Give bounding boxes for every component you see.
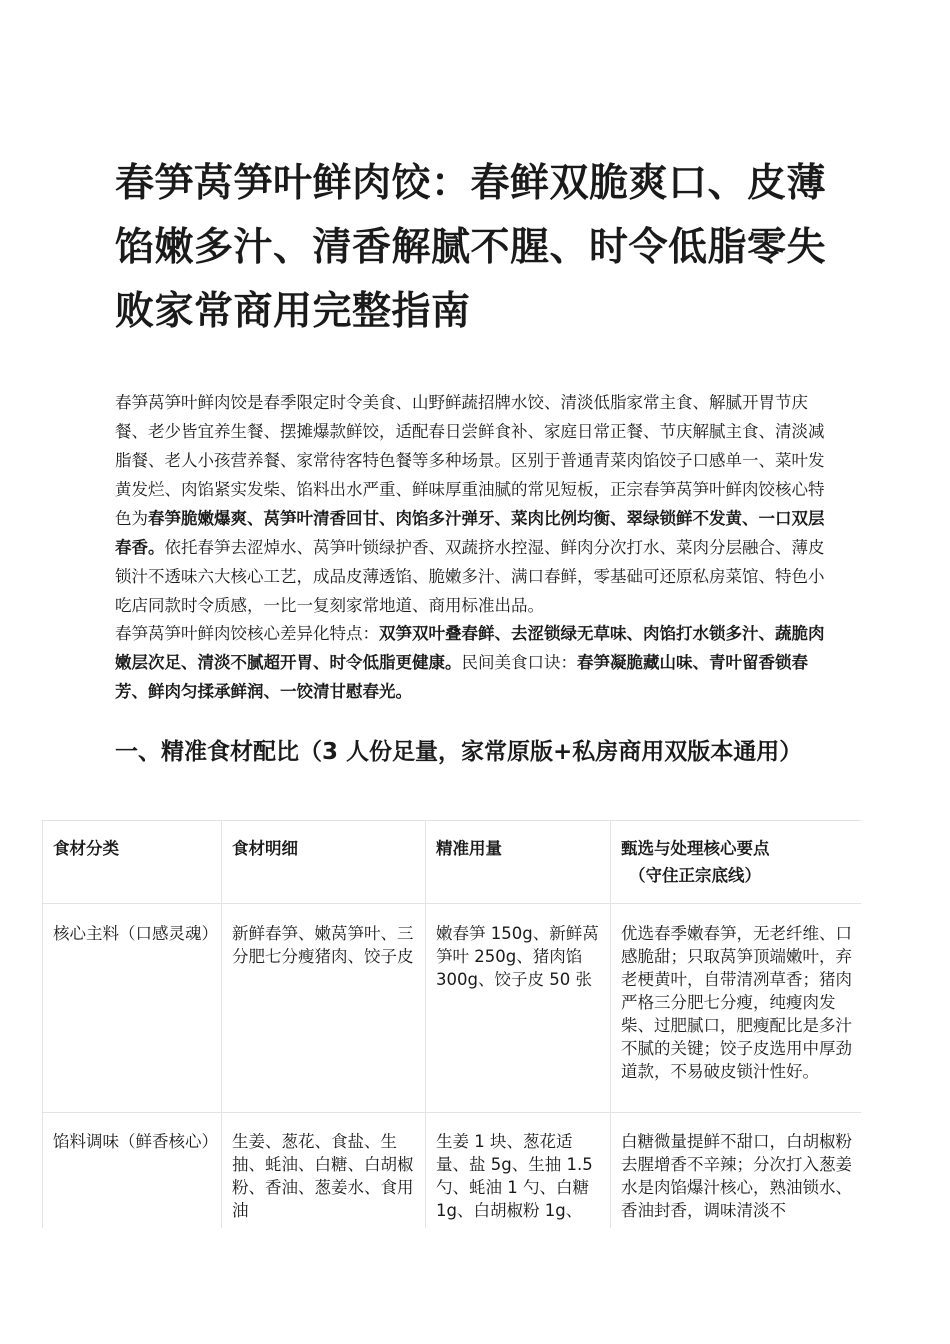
table-row [43, 1113, 862, 1229]
header-amount: 精准用量 [426, 821, 611, 904]
section-heading: 一、精准食材配比（3 人份足量，家常原版+私房商用双版本通用） [115, 739, 803, 765]
header-tips [611, 821, 862, 904]
header-tips-sub: （守住正宗底线） [629, 866, 761, 885]
cell-category: 核心主料（口感灵魂） [43, 904, 222, 1113]
intro-paragraph-1 [115, 388, 837, 620]
header-detail: 食材明细 [222, 821, 426, 904]
cell-tips: 优选春季嫩春笋，无老纤维、口感脆甜；只取莴笋顶端嫩叶，弃老梗黄叶，自带清冽草香；猪肉严格三分肥七分瘦，纯瘦肉发柴、过肥腻口，肥瘦配比是多汁不腻的关键；饺子皮选用中厚劲道款，不易破皮锁汁性好。 [611, 904, 862, 1113]
header-category: 食材分类 [43, 821, 222, 904]
cell-tips: 白糖微量提鲜不甜口，白胡椒粉去腥增香不辛辣；分次打入葱姜水是肉馅爆汁核心，熟油锁水、香油封香，调味清淡不 [611, 1113, 862, 1229]
intro-text: 春笋莴笋叶鲜肉饺是春季限定时令美食、山野鲜蔬招牌水饺、清淡低脂家常主食、解腻开胃节庆餐、老少皆宜养生餐、摆摊爆款鲜饺，适配春日尝鲜食补、家庭日常正餐、节庆解腻主食、清淡减脂餐、老人小孩营养餐、家常待客特色餐等多种场景。区别于普通青菜肉馅饺子口感单一、菜叶发黄发烂、肉馅紧实发柴、馅料出水严重、鲜味厚重油腻的常见短板，正宗春笋莴笋叶鲜肉饺核心特色为 [115, 393, 825, 528]
features-label: 春笋莴笋叶鲜肉饺核心差异化特点： [115, 624, 379, 643]
header-tips-label: 甄选与处理核心要点 [621, 839, 770, 858]
cell-detail: 生姜、葱花、食盐、生抽、蚝油、白糖、白胡椒粉、香油、葱姜水、食用油 [222, 1113, 426, 1229]
rhyme-label: 民间美食口诀： [461, 653, 577, 672]
intro-text: 依托春笋去涩焯水、莴笋叶锁绿护香、双蔬挤水控湿、鲜肉分次打水、菜肉分层融合、薄皮锁汁不透味六大核心工艺，成品皮薄透馅、脆嫩多汁、满口春鲜，零基础可还原私房菜馆、特色小吃店同款时令质感，一比一复刻家常地道、商用标准出品。 [115, 538, 825, 615]
cell-amount: 嫩春笋 150g、新鲜莴笋叶 250g、猪肉馅 300g、饺子皮 50 张 [426, 904, 611, 1113]
rhyme-highlight: 春笋凝脆藏山味、青叶留香锁春芳、鲜肉匀揉承鲜润、一饺清甘慰春光。 [115, 653, 808, 701]
cell-amount: 生姜 1 块、葱花适量、盐 5g、生抽 1.5 勺、蚝油 1 勺、白糖 1g、白胡椒粉 1g、 [426, 1113, 611, 1229]
features-highlight: 双笋双叶叠春鲜、去涩锁绿无草味、肉馅打水锁多汁、蔬脆肉嫩层次足、清淡不腻超开胃、时令低脂更健康。 [115, 624, 825, 672]
page-title: 春笋莴笋叶鲜肉饺：春鲜双脆爽口、皮薄馅嫩多汁、清香解腻不腥、时令低脂零失败家常商用完整指南 [115, 161, 827, 334]
cell-detail: 新鲜春笋、嫩莴笋叶、三分肥七分瘦猪肉、饺子皮 [222, 904, 426, 1113]
ingredients-table [42, 820, 861, 1228]
cell-category: 馅料调味（鲜香核心） [43, 1113, 222, 1229]
intro-paragraph-2 [115, 619, 837, 706]
table-row [43, 904, 862, 1113]
table-header-row [43, 821, 862, 904]
ingredients-table-wrapper [42, 820, 861, 1228]
intro-highlight: 春笋脆嫩爆爽、莴笋叶清香回甘、肉馅多汁弹牙、菜肉比例均衡、翠绿锁鲜不发黄、一口双层春香。 [115, 509, 825, 557]
